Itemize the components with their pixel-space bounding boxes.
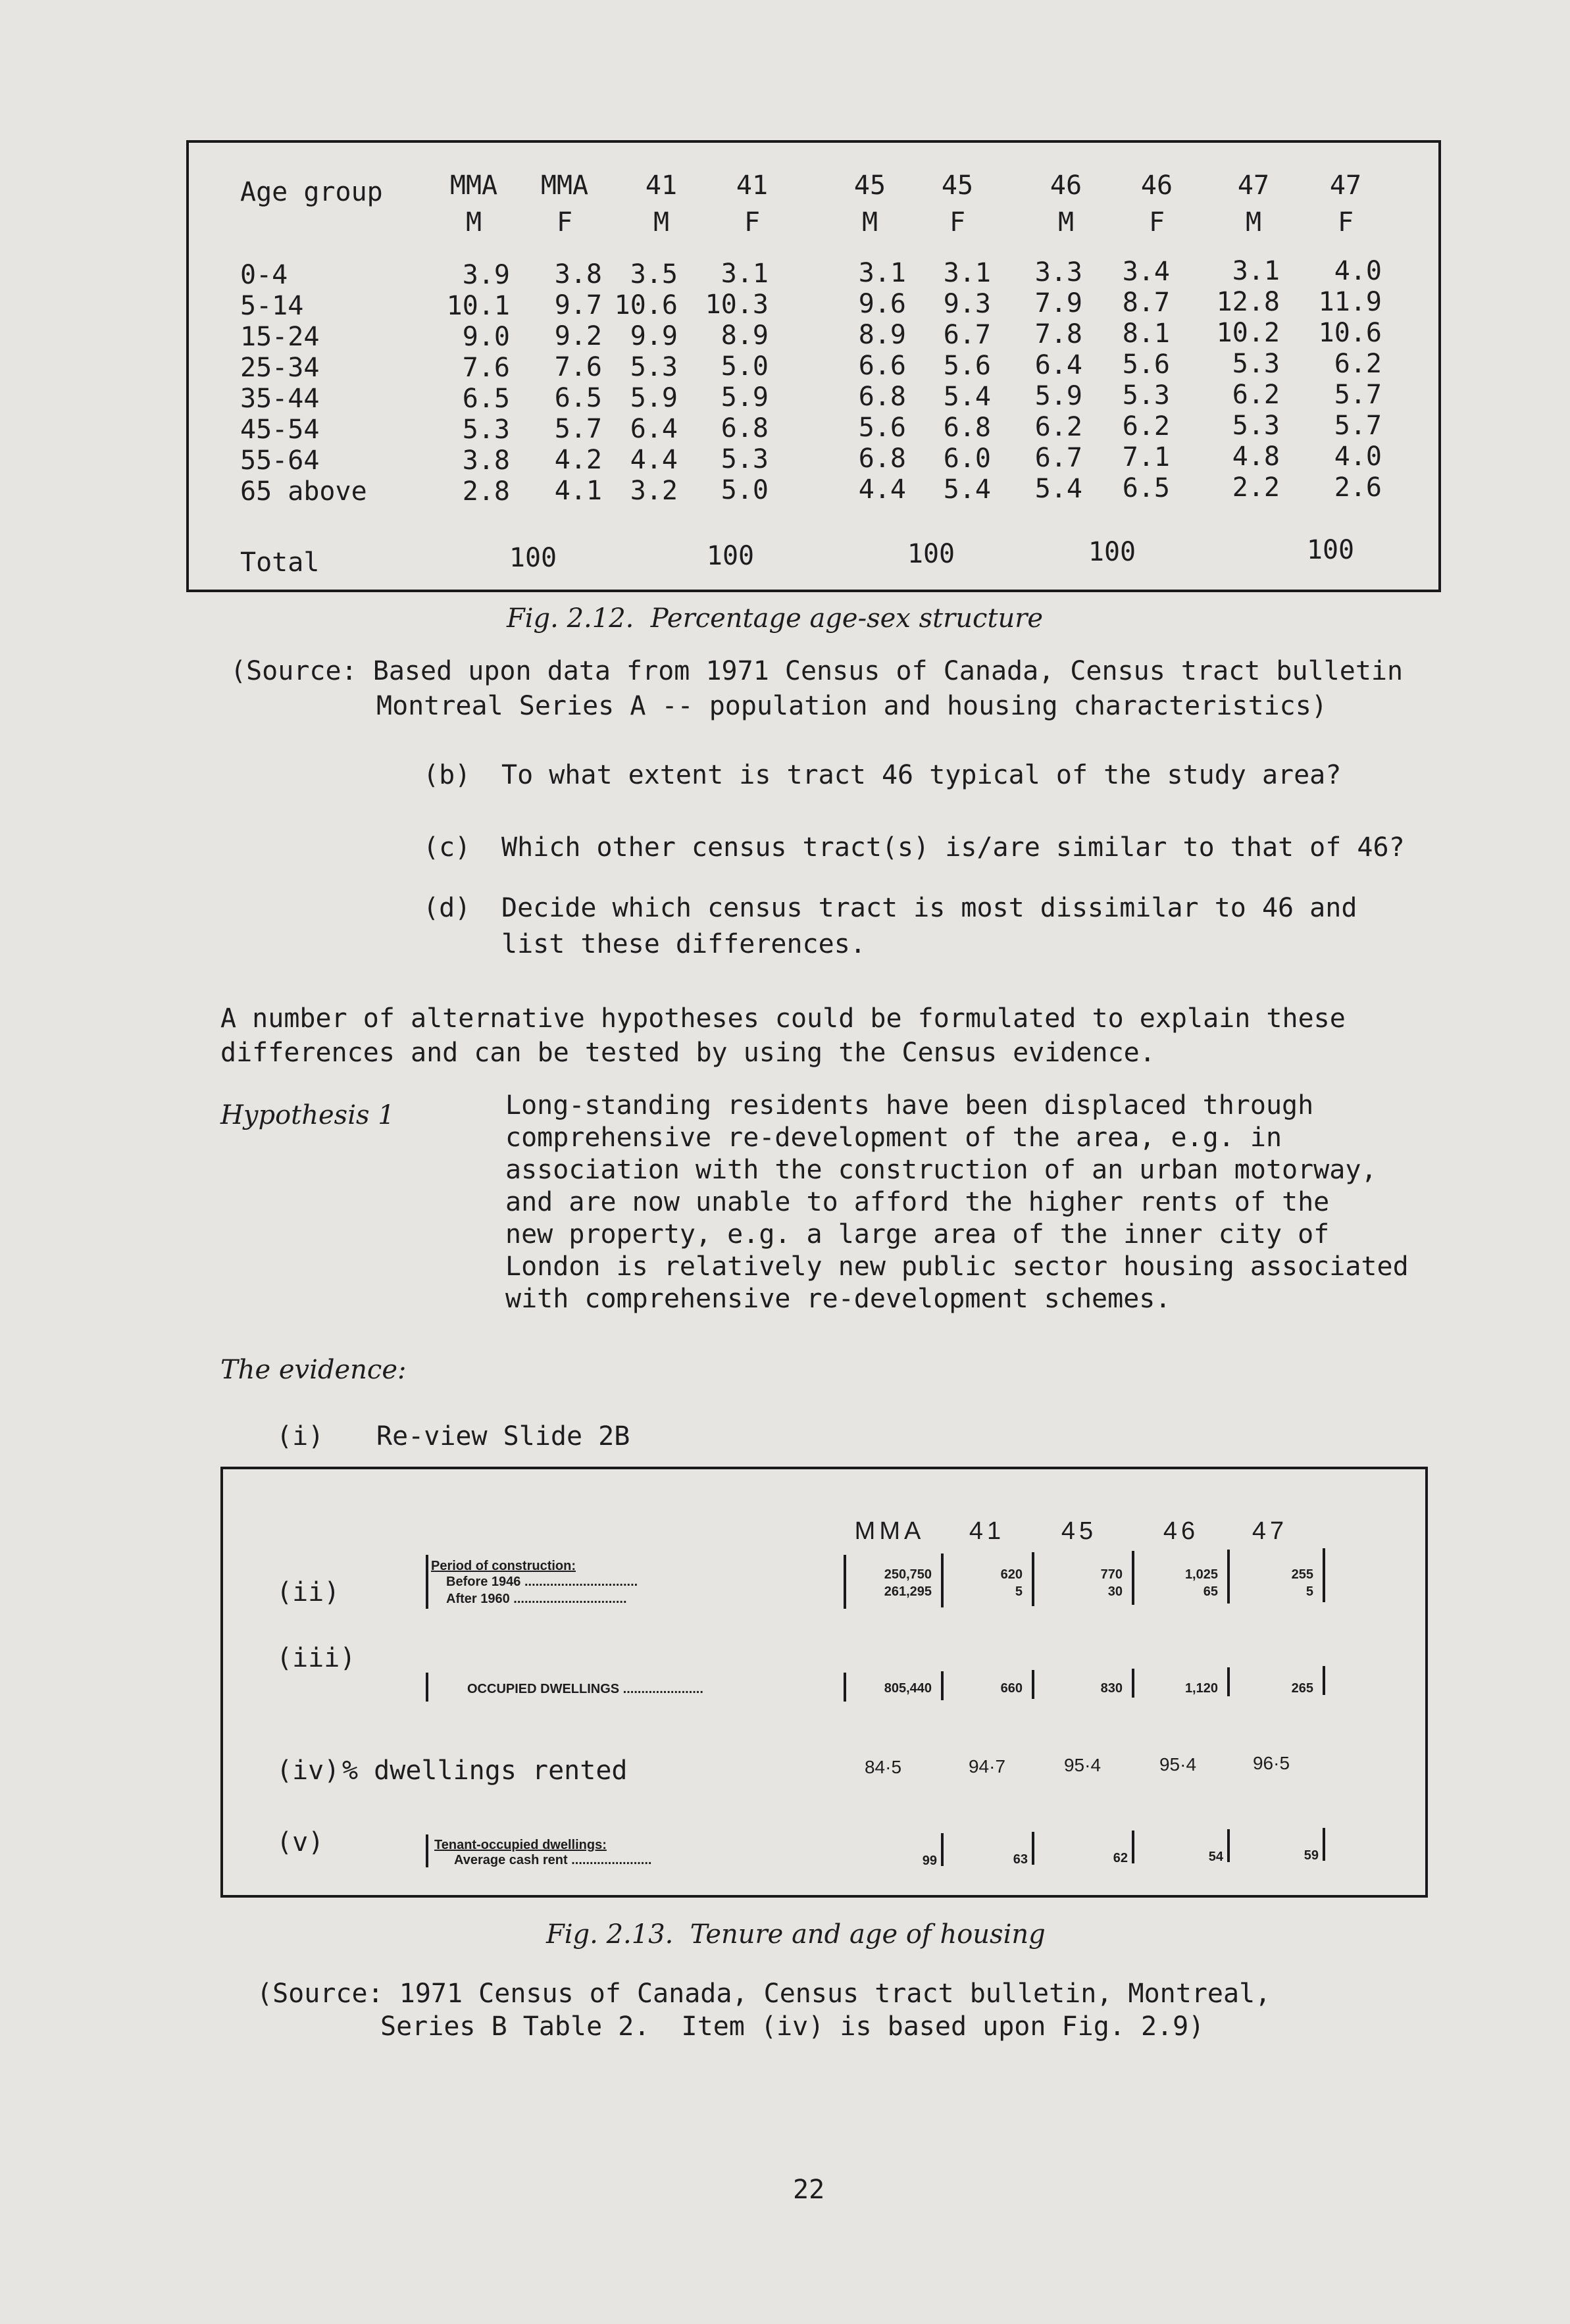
question-c-text: Which other census tract(s) is/are similar to that of 46? xyxy=(501,832,1405,863)
fig-2-12-caption: Fig. 2.12. Percentage age-sex structure xyxy=(507,603,1044,634)
column-separator xyxy=(1227,1667,1230,1696)
row-ii-title: Period of construction: xyxy=(431,1559,576,1573)
table-cell: 3.8 xyxy=(554,259,602,290)
row-iii-title: OCCUPIED DWELLINGS ...................... xyxy=(467,1682,703,1696)
total-value: 100 xyxy=(1088,537,1136,567)
row-iii-bracket xyxy=(426,1673,428,1702)
header-col-2: MMA xyxy=(540,170,589,201)
column-separator xyxy=(1032,1552,1034,1606)
table-cell: 3.3 xyxy=(1034,257,1082,288)
table-cell: 9.9 xyxy=(630,320,678,351)
column-separator xyxy=(1132,1551,1134,1605)
source-1-line-2: Montreal Series A -- population and housing characteristics) xyxy=(376,691,1327,721)
header-age-group: Age group xyxy=(240,177,383,207)
row-ii-label: (ii) xyxy=(276,1577,340,1607)
table-cell: 6.4 xyxy=(1034,349,1082,380)
table-cell: 10.3 xyxy=(705,289,769,320)
total-value: 100 xyxy=(1306,535,1355,565)
row-ii-value-before: 250,750 xyxy=(884,1567,932,1582)
column-separator xyxy=(1032,1670,1034,1699)
header-col-3: 41 xyxy=(645,170,678,201)
hypothesis-line: comprehensive re-development of the area, e.g. in xyxy=(505,1123,1282,1153)
table-cell: 5.3 xyxy=(630,351,678,382)
table-cell: 2.6 xyxy=(1334,472,1382,503)
row-ii-value-after: 30 xyxy=(1107,1584,1123,1599)
question-d-text-1: Decide which census tract is most dissimilar to 46 and xyxy=(501,893,1357,923)
header-sex-2: F xyxy=(556,207,573,238)
header-sex-5: M xyxy=(861,207,878,238)
header-sex-1: M xyxy=(465,207,482,238)
table-cell: 10.2 xyxy=(1216,318,1280,349)
question-d-label: (d) xyxy=(423,893,471,923)
column-separator xyxy=(1032,1832,1034,1865)
table-cell: 3.2 xyxy=(630,475,678,506)
table-cell: 9.2 xyxy=(554,321,602,352)
table-cell: 10.1 xyxy=(446,291,510,321)
table-cell: 5.9 xyxy=(721,382,769,413)
header-sex-6: F xyxy=(949,207,966,238)
row-iii-value: 805,440 xyxy=(884,1681,932,1696)
table-cell: 5.0 xyxy=(721,474,769,505)
table-cell: 5.3 xyxy=(721,443,769,474)
table-cell: 9.6 xyxy=(858,289,906,320)
table-cell: 6.4 xyxy=(630,413,678,444)
table-cell: 6.8 xyxy=(721,413,769,443)
age-group-label: 65 above xyxy=(240,476,367,507)
header-col-4: 41 xyxy=(736,170,769,201)
table-cell: 7.8 xyxy=(1034,318,1082,349)
age-group-label: 35-44 xyxy=(240,384,320,414)
row-ii-value-before: 255 xyxy=(1291,1567,1313,1582)
table-cell: 9.7 xyxy=(554,290,602,321)
column-header-41: 41 xyxy=(969,1517,1005,1545)
table-cell: 6.2 xyxy=(1334,348,1382,379)
column-header-46: 46 xyxy=(1163,1517,1200,1545)
table-cell: 6.5 xyxy=(1122,473,1170,504)
header-col-1: MMA xyxy=(449,170,498,201)
table-cell: 7.6 xyxy=(554,352,602,383)
row-iv-value: 84·5 xyxy=(864,1757,902,1777)
hypothesis-line: London is relatively new public sector housing associated xyxy=(505,1251,1409,1282)
column-separator xyxy=(1227,1829,1230,1862)
source-1-line-1: (Source: Based upon data from 1971 Census of Canada, Census tract bulletin xyxy=(230,656,1404,686)
row-v-bracket xyxy=(426,1834,428,1867)
header-col-5: 45 xyxy=(853,170,886,201)
source-2-line-1: (Source: 1971 Census of Canada, Census tract bulletin, Montreal, xyxy=(257,1979,1271,2009)
table-cell: 6.5 xyxy=(554,383,602,414)
row-iv-value: 94·7 xyxy=(968,1756,1006,1777)
evidence-i-label: (i) xyxy=(276,1421,324,1452)
header-sex-7: M xyxy=(1057,207,1075,238)
row-ii-value-after: 261,295 xyxy=(884,1584,932,1599)
row-ii-before: Before 1946 ............................... xyxy=(446,1575,638,1589)
column-separator xyxy=(1323,1828,1325,1861)
table-cell: 2.2 xyxy=(1232,472,1280,503)
source-2-line-2: Series B Table 2. Item (iv) is based upon Fig. 2.9) xyxy=(380,2011,1205,2042)
hypothesis-line: Long-standing residents have been displaced through xyxy=(505,1090,1314,1121)
row-v-value: 54 xyxy=(1208,1850,1223,1864)
table-cell: 5.4 xyxy=(1034,473,1082,504)
row-ii-value-before: 620 xyxy=(1000,1567,1023,1582)
table-cell: 5.7 xyxy=(554,414,602,445)
row-iii-value: 830 xyxy=(1100,1681,1123,1696)
table-cell: 4.0 xyxy=(1334,255,1382,286)
hypothesis-line: with comprehensive re-development schemes. xyxy=(505,1284,1171,1314)
row-ii-value-before: 770 xyxy=(1100,1567,1123,1582)
header-col-9: 47 xyxy=(1237,170,1270,201)
header-sex-10: F xyxy=(1337,207,1354,238)
table-cell: 5.7 xyxy=(1334,410,1382,441)
table-cell: 4.2 xyxy=(554,445,602,476)
table-cell: 6.8 xyxy=(858,382,906,413)
table-cell: 8.7 xyxy=(1122,288,1170,318)
table-cell: 5.6 xyxy=(943,350,991,381)
column-separator xyxy=(1132,1831,1134,1863)
age-group-label: 55-64 xyxy=(240,445,320,476)
column-header-45: 45 xyxy=(1061,1517,1098,1545)
row-iii-label: (iii) xyxy=(276,1643,356,1673)
total-value: 100 xyxy=(706,541,755,571)
column-separator xyxy=(844,1555,846,1609)
total-value: 100 xyxy=(907,539,955,569)
table-cell: 11.9 xyxy=(1318,286,1382,317)
table-cell: 9.0 xyxy=(462,322,510,352)
table-cell: 3.1 xyxy=(721,258,769,289)
table-cell: 5.3 xyxy=(1232,349,1280,380)
table-cell: 4.0 xyxy=(1334,441,1382,472)
row-v-value: 99 xyxy=(922,1854,937,1868)
age-group-label: 45-54 xyxy=(240,415,320,445)
table-cell: 6.6 xyxy=(858,351,906,382)
evidence-label: The evidence: xyxy=(220,1355,407,1385)
column-separator xyxy=(1323,1548,1325,1602)
row-ii-value-after: 5 xyxy=(1305,1584,1313,1599)
header-col-6: 45 xyxy=(941,170,974,201)
table-cell: 3.4 xyxy=(1122,257,1170,288)
row-v-value: 59 xyxy=(1304,1848,1319,1863)
table-cell: 3.1 xyxy=(1232,256,1280,287)
table-cell: 6.7 xyxy=(1034,442,1082,473)
row-iv-title: % dwellings rented xyxy=(342,1756,628,1786)
age-group-label: 5-14 xyxy=(240,291,304,321)
header-col-7: 46 xyxy=(1050,170,1082,201)
table-cell: 5.4 xyxy=(943,381,991,412)
table-cell: 6.2 xyxy=(1122,411,1170,442)
page-number: 22 xyxy=(793,2175,825,2205)
row-v-sub: Average cash rent ...................... xyxy=(454,1853,652,1867)
table-cell: 5.9 xyxy=(630,382,678,413)
row-ii-value-after: 5 xyxy=(1015,1584,1023,1599)
table-cell: 6.7 xyxy=(943,319,991,350)
table-cell: 6.8 xyxy=(943,412,991,443)
evidence-i-text: Re-view Slide 2B xyxy=(376,1421,630,1452)
column-separator xyxy=(941,1554,944,1607)
table-cell: 7.1 xyxy=(1122,442,1170,473)
table-cell: 2.8 xyxy=(462,476,510,507)
table-cell: 12.8 xyxy=(1216,287,1280,318)
column-header-mma: MMA xyxy=(854,1517,925,1545)
row-v-value: 63 xyxy=(1013,1852,1028,1867)
header-col-10: 47 xyxy=(1329,170,1362,201)
fig-2-13-caption: Fig. 2.13. Tenure and age of housing xyxy=(546,1919,1046,1950)
column-separator xyxy=(941,1833,944,1866)
header-col-8: 46 xyxy=(1140,170,1173,201)
question-b-text: To what extent is tract 46 typical of the study area? xyxy=(501,760,1342,790)
row-iii-value: 265 xyxy=(1291,1681,1313,1696)
header-sex-3: M xyxy=(653,207,670,238)
table-cell: 5.3 xyxy=(1122,380,1170,411)
row-iii-value: 1,120 xyxy=(1184,1681,1218,1696)
hypothesis-line: new property, e.g. a large area of the inner city of xyxy=(505,1219,1330,1250)
paragraph-line-2: differences and can be tested by using the Census evidence. xyxy=(220,1038,1155,1068)
row-v-label: (v) xyxy=(276,1827,324,1857)
total-value: 100 xyxy=(509,543,557,573)
table-cell: 10.6 xyxy=(1318,317,1382,348)
question-c-label: (c) xyxy=(423,832,471,863)
header-sex-8: F xyxy=(1148,207,1165,238)
table-cell: 6.5 xyxy=(462,384,510,414)
table-cell: 7.9 xyxy=(1034,288,1082,318)
column-separator xyxy=(1323,1666,1325,1695)
question-b-label: (b) xyxy=(423,760,471,790)
table-cell: 6.0 xyxy=(943,443,991,474)
table-cell: 5.4 xyxy=(943,474,991,505)
table-cell: 4.4 xyxy=(630,444,678,475)
table-cell: 10.6 xyxy=(614,290,678,320)
table-cell: 3.9 xyxy=(462,260,510,290)
hypothesis-line: association with the construction of an urban motorway, xyxy=(505,1155,1377,1185)
total-label: Total xyxy=(240,547,320,578)
column-separator xyxy=(1132,1669,1134,1698)
table-cell: 5.0 xyxy=(721,351,769,382)
table-cell: 5.3 xyxy=(462,415,510,445)
table-cell: 5.7 xyxy=(1334,379,1382,410)
row-ii-after: After 1960 ............................... xyxy=(446,1592,627,1606)
table-cell: 7.6 xyxy=(462,353,510,383)
table-cell: 5.6 xyxy=(858,413,906,443)
table-cell: 3.5 xyxy=(630,259,678,290)
age-group-label: 0-4 xyxy=(240,260,288,290)
table-cell: 6.2 xyxy=(1232,380,1280,411)
header-sex-4: F xyxy=(744,207,761,238)
age-group-label: 25-34 xyxy=(240,353,320,383)
table-cell: 4.4 xyxy=(858,474,906,505)
hypothesis-label: Hypothesis 1 xyxy=(220,1100,395,1130)
table-cell: 3.1 xyxy=(858,258,906,289)
row-ii-bracket xyxy=(426,1555,428,1609)
table-cell: 6.8 xyxy=(858,443,906,474)
row-iii-value: 660 xyxy=(1000,1681,1023,1696)
row-iv-value: 95·4 xyxy=(1159,1754,1197,1775)
age-group-label: 15-24 xyxy=(240,322,320,352)
row-iv-label: (iv) xyxy=(276,1756,340,1786)
column-separator xyxy=(941,1671,944,1700)
table-cell: 5.9 xyxy=(1034,380,1082,411)
row-ii-value-before: 1,025 xyxy=(1184,1567,1218,1582)
table-cell: 5.6 xyxy=(1122,349,1170,380)
row-iv-value: 96·5 xyxy=(1252,1753,1290,1773)
row-v-value: 62 xyxy=(1113,1851,1128,1865)
column-header-47: 47 xyxy=(1252,1517,1288,1545)
table-cell: 3.8 xyxy=(462,445,510,476)
paragraph-line-1: A number of alternative hypotheses could be formulated to explain these xyxy=(220,1003,1346,1034)
column-separator xyxy=(844,1673,846,1702)
hypothesis-line: and are now unable to afford the higher rents of the xyxy=(505,1187,1330,1217)
table-cell: 4.1 xyxy=(554,476,602,507)
table-cell: 8.9 xyxy=(721,320,769,351)
row-iv-value: 95·4 xyxy=(1063,1755,1102,1775)
header-sex-9: M xyxy=(1245,207,1262,238)
table-cell: 9.3 xyxy=(943,288,991,319)
table-cell: 8.1 xyxy=(1122,318,1170,349)
question-d-text-2: list these differences. xyxy=(501,929,866,959)
table-cell: 3.1 xyxy=(943,257,991,288)
row-ii-value-after: 65 xyxy=(1203,1584,1218,1599)
table-cell: 6.2 xyxy=(1034,411,1082,442)
table-cell: 4.8 xyxy=(1232,442,1280,472)
table-cell: 5.3 xyxy=(1232,411,1280,442)
table-cell: 8.9 xyxy=(858,320,906,351)
row-v-title: Tenant-occupied dwellings: xyxy=(434,1838,607,1852)
column-separator xyxy=(1227,1550,1230,1604)
